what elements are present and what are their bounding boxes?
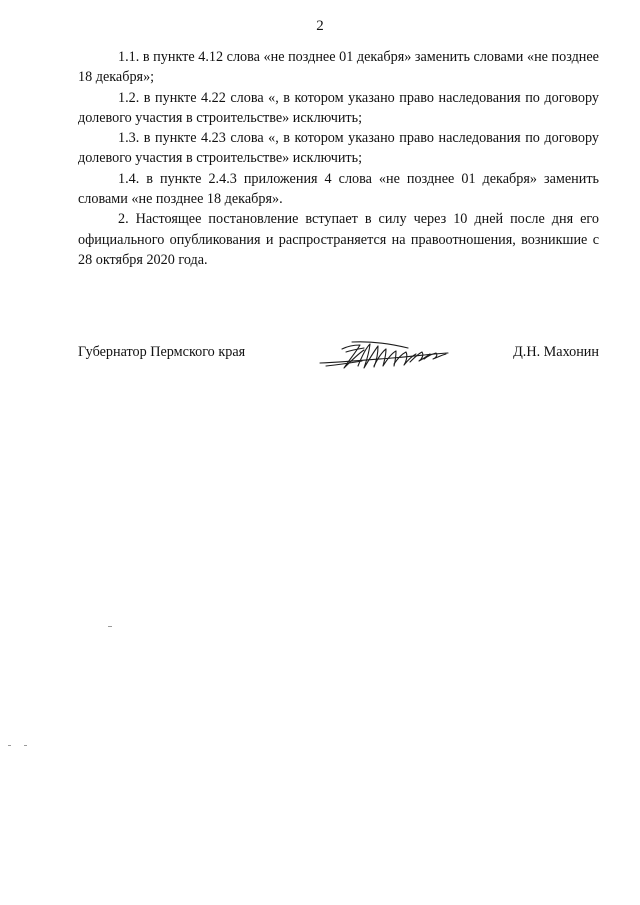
handwritten-signature xyxy=(312,332,452,378)
paragraph-1-2: 1.2. в пункте 4.22 слова «, в котором указано право наследования по договору долевого участия в строительстве» исключить; xyxy=(78,89,599,126)
document-body xyxy=(78,47,599,270)
signatory-name: Д.Н. Махонин xyxy=(513,344,599,360)
signatory-position: Губернатор Пермского края xyxy=(78,344,246,360)
scan-mark xyxy=(8,745,11,746)
page-number: 2 xyxy=(316,18,324,34)
scan-mark xyxy=(24,745,27,746)
paragraph-1-1: 1.1. в пункте 4.12 слова «не позднее 01 декабря» заменить словами «не позднее 18 декабря»; xyxy=(78,49,599,86)
scan-mark xyxy=(108,626,112,627)
signature-block xyxy=(78,332,599,380)
paragraph-2: 2. Настоящее постановление вступает в силу через 10 дней после дня его официального опубликования и распространяется на правоотношения, возникшие с 28 октября 2020 года. xyxy=(78,211,599,268)
paragraph-1-3: 1.3. в пункте 4.23 слова «, в котором указано право наследования по договору долевого участия в строительстве» исключить; xyxy=(78,130,599,167)
paragraph-1-4: 1.4. в пункте 2.4.3 приложения 4 слова «не позднее 01 декабря» заменить словами «не позднее 18 декабря». xyxy=(78,170,599,208)
